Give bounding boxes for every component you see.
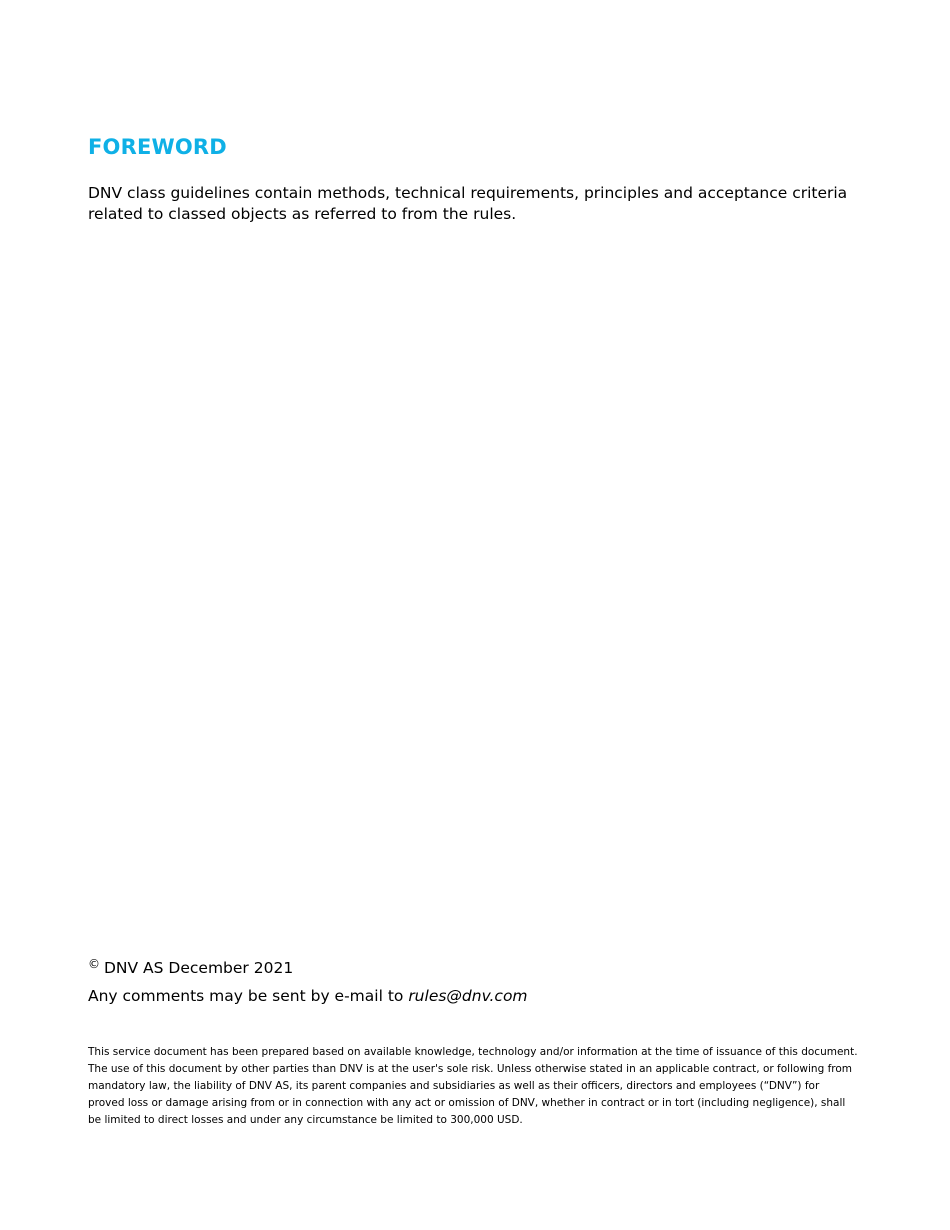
copyright-text: DNV AS December 2021 [104, 959, 294, 977]
foreword-heading: FOREWORD [88, 135, 227, 159]
comments-text: Any comments may be sent by e-mail to [88, 987, 409, 1005]
comments-line [88, 985, 528, 1007]
foreword-body: DNV class guidelines contain methods, technical requirements, principles and acceptance criteria related to classed objects as referred to from the rules. [88, 184, 848, 223]
copyright-symbol: © [88, 957, 100, 971]
email-link[interactable]: rules@dnv.com [408, 987, 528, 1005]
copyright-line [88, 953, 293, 979]
disclaimer-text: This service document has been prepared based on available knowledge, technology and/or information at the time of issuance of this document. The use of this document by other parties than DNV is at the user's sole risk. Unless otherwise stated in an applicable contract, or following from mandatory law, the liability of DNV AS, its parent companies and subsidiaries as well as their officers, directors and employees (“DNV”) for proved loss or damage arising from or in connection with any act or omission of DNV, whether in contract or in tort (including negligence), shall be limited to direct losses and under any circumstance be limited to 300,000 USD. [88, 1046, 858, 1126]
